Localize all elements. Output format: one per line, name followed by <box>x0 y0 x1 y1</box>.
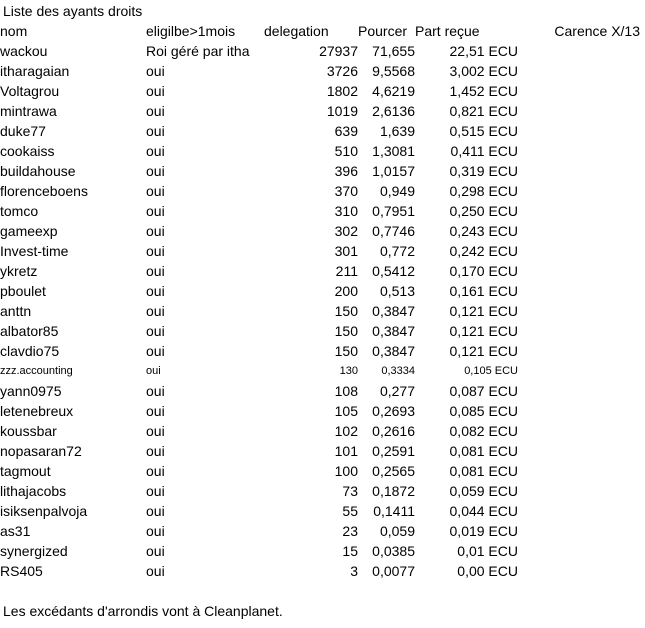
cell-carence[interactable] <box>518 341 640 361</box>
cell-delegation[interactable]: 1019 <box>326 103 358 119</box>
cell-delegation[interactable]: 130 <box>339 365 358 377</box>
cell-eligible[interactable]: oui <box>146 503 165 519</box>
cell-pourcentage[interactable]: 0,772 <box>379 243 415 259</box>
cell-part[interactable]: 0,044 ECU <box>449 503 518 519</box>
cell-part[interactable]: 0,105 ECU <box>464 365 518 377</box>
cell-nom[interactable]: yann0975 <box>0 383 62 399</box>
header-delegation[interactable]: delegation <box>264 23 329 39</box>
cell-eligible[interactable]: oui <box>146 243 165 259</box>
cell-nom[interactable]: mintrawa <box>0 103 57 119</box>
header-row <box>0 21 640 41</box>
table-body <box>0 41 640 581</box>
cell-nom[interactable]: ykretz <box>0 263 38 279</box>
cell-delegation[interactable]: 200 <box>334 283 358 299</box>
cell-carence[interactable] <box>518 361 640 381</box>
cell-eligible[interactable]: oui <box>146 303 165 319</box>
table-row <box>0 281 640 301</box>
cell-pourcentage[interactable]: 0,513 <box>379 283 415 299</box>
cell-eligible[interactable]: oui <box>146 423 165 439</box>
cell-delegation[interactable]: 27937 <box>319 43 358 59</box>
sheet-title: Liste des ayants droits <box>3 3 143 19</box>
table-row <box>0 321 640 341</box>
cell-carence[interactable] <box>518 541 640 561</box>
table-row <box>0 81 640 101</box>
cell-pourcentage[interactable]: 71,655 <box>372 43 415 59</box>
cell-carence[interactable] <box>518 181 640 201</box>
cell-pourcentage[interactable]: 0,7746 <box>372 223 415 239</box>
cell-pourcentage[interactable]: 1,639 <box>379 123 415 139</box>
cell-delegation[interactable]: 150 <box>334 303 358 319</box>
cell-carence[interactable] <box>518 501 640 521</box>
cell-eligible[interactable]: oui <box>146 223 165 239</box>
cell-nom[interactable]: anttn <box>0 303 32 319</box>
table-row <box>0 341 640 361</box>
cell-carence[interactable] <box>518 41 640 61</box>
table-row <box>0 201 640 221</box>
cell-eligible[interactable]: oui <box>146 143 165 159</box>
cell-pourcentage[interactable]: 0,5412 <box>372 263 415 279</box>
cell-nom[interactable]: clavdio75 <box>0 343 60 359</box>
beneficiaries-table <box>0 21 640 581</box>
cell-carence[interactable] <box>518 81 640 101</box>
cell-delegation[interactable]: 302 <box>334 223 358 239</box>
table-row <box>0 461 640 481</box>
cell-delegation[interactable]: 639 <box>334 123 358 139</box>
cell-delegation[interactable]: 3 <box>350 563 358 579</box>
cell-eligible[interactable]: oui <box>146 83 165 99</box>
table-row <box>0 241 640 261</box>
cell-part[interactable]: 0,121 ECU <box>449 343 518 359</box>
cell-part[interactable]: 0,082 ECU <box>449 423 518 439</box>
cell-nom[interactable]: synergized <box>0 543 68 559</box>
cell-delegation[interactable]: 301 <box>334 243 358 259</box>
cell-pourcentage[interactable]: 0,0077 <box>372 563 415 579</box>
cell-pourcentage[interactable]: 0,3847 <box>372 343 415 359</box>
cell-eligible[interactable]: oui <box>146 365 161 377</box>
cell-eligible[interactable]: oui <box>146 483 165 499</box>
cell-nom[interactable]: tagmout <box>0 463 51 479</box>
cell-carence[interactable] <box>518 241 640 261</box>
cell-pourcentage[interactable]: 0,277 <box>379 383 415 399</box>
cell-eligible[interactable]: oui <box>146 403 165 419</box>
cell-carence[interactable] <box>518 221 640 241</box>
cell-part[interactable]: 0,121 ECU <box>449 303 518 319</box>
cell-delegation[interactable]: 15 <box>342 543 358 559</box>
cell-eligible[interactable]: oui <box>146 523 165 539</box>
table-row <box>0 221 640 241</box>
table-row <box>0 301 640 321</box>
cell-carence[interactable] <box>518 481 640 501</box>
cell-carence[interactable] <box>518 201 640 221</box>
cell-part[interactable]: 0,01 ECU <box>457 543 518 559</box>
cell-nom[interactable]: lithajacobs <box>0 483 67 499</box>
cell-part[interactable]: 1,452 ECU <box>449 83 518 99</box>
cell-delegation[interactable]: 100 <box>334 463 358 479</box>
cell-delegation[interactable]: 101 <box>334 443 358 459</box>
cell-delegation[interactable]: 55 <box>342 503 358 519</box>
table-row <box>0 261 640 281</box>
cell-pourcentage[interactable]: 1,3081 <box>372 143 415 159</box>
cell-nom[interactable]: tomco <box>0 203 39 219</box>
cell-carence[interactable] <box>518 301 640 321</box>
cell-nom[interactable]: nopasaran72 <box>0 443 82 459</box>
cell-pourcentage[interactable]: 0,7951 <box>372 203 415 219</box>
cell-eligible[interactable]: oui <box>146 63 165 79</box>
table-row <box>0 481 640 501</box>
cell-nom[interactable]: wackou <box>0 43 48 59</box>
cell-nom[interactable]: gameexp <box>0 223 58 239</box>
header-part[interactable]: Part reçue <box>415 23 480 39</box>
cell-nom[interactable]: RS405 <box>0 563 43 579</box>
cell-part[interactable]: 3,002 ECU <box>449 63 518 79</box>
cell-part[interactable]: 0,821 ECU <box>449 103 518 119</box>
cell-carence[interactable] <box>518 321 640 341</box>
cell-carence[interactable] <box>518 261 640 281</box>
cell-eligible[interactable]: oui <box>146 463 165 479</box>
header-pourcentage[interactable]: Pourcer <box>358 23 408 39</box>
cell-pourcentage[interactable]: 0,3334 <box>381 365 415 377</box>
cell-eligible[interactable]: oui <box>146 343 165 359</box>
cell-pourcentage[interactable]: 0,3847 <box>372 303 415 319</box>
cell-eligible[interactable]: oui <box>146 183 165 199</box>
cell-carence[interactable] <box>518 441 640 461</box>
cell-delegation[interactable]: 150 <box>334 323 358 339</box>
cell-delegation[interactable]: 1802 <box>326 83 358 99</box>
cell-eligible[interactable]: Roi géré par itha <box>146 43 250 59</box>
cell-delegation[interactable]: 310 <box>334 203 358 219</box>
cell-carence[interactable] <box>518 121 640 141</box>
cell-part[interactable]: 0,243 ECU <box>449 223 518 239</box>
cell-nom[interactable]: zzz.accounting <box>0 365 73 377</box>
cell-eligible[interactable]: oui <box>146 163 165 179</box>
cell-delegation[interactable]: 396 <box>334 163 358 179</box>
cell-part[interactable]: 0,319 ECU <box>449 163 518 179</box>
cell-part[interactable]: 0,087 ECU <box>449 383 518 399</box>
cell-delegation[interactable]: 150 <box>334 343 358 359</box>
cell-nom[interactable]: cookaiss <box>0 143 55 159</box>
cell-nom[interactable]: pboulet <box>0 283 46 299</box>
cell-eligible[interactable]: oui <box>146 563 165 579</box>
cell-part[interactable]: 0,121 ECU <box>449 323 518 339</box>
cell-part[interactable]: 0,161 ECU <box>449 283 518 299</box>
cell-eligible[interactable]: oui <box>146 543 165 559</box>
cell-carence[interactable] <box>518 281 640 301</box>
cell-delegation[interactable]: 510 <box>334 143 358 159</box>
cell-eligible[interactable]: oui <box>146 283 165 299</box>
cell-eligible[interactable]: oui <box>146 263 165 279</box>
cell-part[interactable]: 0,515 ECU <box>449 123 518 139</box>
cell-pourcentage[interactable]: 0,2591 <box>372 443 415 459</box>
cell-nom[interactable]: buildahouse <box>0 163 76 179</box>
cell-carence[interactable] <box>518 521 640 541</box>
cell-pourcentage[interactable]: 0,1411 <box>373 503 415 519</box>
cell-part[interactable]: 0,081 ECU <box>449 463 518 479</box>
cell-carence[interactable] <box>518 421 640 441</box>
cell-part[interactable]: 0,242 ECU <box>449 243 518 259</box>
cell-pourcentage[interactable]: 2,6136 <box>372 103 415 119</box>
cell-pourcentage[interactable]: 0,2616 <box>372 423 415 439</box>
table-row <box>0 501 640 521</box>
cell-delegation[interactable]: 105 <box>334 403 358 419</box>
cell-carence[interactable] <box>518 61 640 81</box>
cell-nom[interactable]: isiksenpalvoja <box>0 503 88 519</box>
table-row <box>0 441 640 461</box>
table-row <box>0 421 640 441</box>
cell-carence[interactable] <box>518 561 640 581</box>
cell-delegation[interactable]: 3726 <box>326 63 358 79</box>
table-row <box>0 61 640 81</box>
cell-delegation[interactable]: 370 <box>334 183 358 199</box>
cell-nom[interactable]: Voltagrou <box>0 83 60 99</box>
cell-part[interactable]: 0,170 ECU <box>449 263 518 279</box>
cell-eligible[interactable]: oui <box>146 203 165 219</box>
header-eligible[interactable]: eligilbe>1mois <box>146 23 236 39</box>
cell-nom[interactable]: duke77 <box>0 123 46 139</box>
cell-eligible[interactable]: oui <box>146 443 165 459</box>
cell-pourcentage[interactable]: 0,059 <box>379 523 415 539</box>
cell-pourcentage[interactable]: 1,0157 <box>372 163 415 179</box>
cell-part[interactable]: 0,411 ECU <box>450 143 518 159</box>
table-row <box>0 141 640 161</box>
cell-part[interactable]: 22,51 ECU <box>449 43 518 59</box>
cell-part[interactable]: 0,059 ECU <box>449 483 518 499</box>
header-nom[interactable]: nom <box>0 23 28 39</box>
cell-carence[interactable] <box>518 401 640 421</box>
cell-delegation[interactable]: 102 <box>334 423 358 439</box>
cell-pourcentage[interactable]: 0,0385 <box>372 543 415 559</box>
cell-delegation[interactable]: 73 <box>342 483 358 499</box>
cell-nom[interactable]: itharagaian <box>0 63 70 79</box>
table-row <box>0 561 640 581</box>
cell-part[interactable]: 0,250 ECU <box>449 203 518 219</box>
cell-pourcentage[interactable]: 4,6219 <box>372 83 415 99</box>
table-row <box>0 161 640 181</box>
cell-nom[interactable]: letenebreux <box>0 403 74 419</box>
cell-nom[interactable]: koussbar <box>0 423 57 439</box>
cell-part[interactable]: 0,081 ECU <box>449 443 518 459</box>
table-row <box>0 521 640 541</box>
cell-part[interactable]: 0,085 ECU <box>449 403 518 419</box>
footnote: Les excédants d'arrondis vont à Cleanplanet. <box>3 603 283 619</box>
header-carence[interactable]: Carence X/13 <box>554 23 640 39</box>
cell-nom[interactable]: albator85 <box>0 323 59 339</box>
cell-pourcentage[interactable]: 0,949 <box>379 183 415 199</box>
cell-pourcentage[interactable]: 0,2565 <box>372 463 415 479</box>
cell-delegation[interactable]: 211 <box>335 263 358 279</box>
table-row <box>0 361 640 381</box>
cell-part[interactable]: 0,298 ECU <box>449 183 518 199</box>
cell-pourcentage[interactable]: 0,2693 <box>372 403 415 419</box>
cell-delegation[interactable]: 108 <box>334 383 358 399</box>
cell-part[interactable]: 0,00 ECU <box>457 563 518 579</box>
cell-carence[interactable] <box>518 101 640 121</box>
table-row <box>0 381 640 401</box>
cell-eligible[interactable]: oui <box>146 323 165 339</box>
table-row <box>0 401 640 421</box>
cell-carence[interactable] <box>518 381 640 401</box>
cell-part[interactable]: 0,019 ECU <box>449 523 518 539</box>
cell-eligible[interactable]: oui <box>146 123 165 139</box>
cell-pourcentage[interactable]: 0,1872 <box>372 483 415 499</box>
cell-nom[interactable]: as31 <box>0 523 31 539</box>
table-row <box>0 101 640 121</box>
table-row <box>0 541 640 561</box>
table-row <box>0 41 640 61</box>
table-row <box>0 181 640 201</box>
cell-eligible[interactable]: oui <box>146 383 165 399</box>
cell-nom[interactable]: florenceboens <box>0 183 88 199</box>
cell-eligible[interactable]: oui <box>146 103 165 119</box>
cell-nom[interactable]: Invest-time <box>0 243 69 259</box>
table-row <box>0 121 640 141</box>
cell-carence[interactable] <box>518 141 640 161</box>
cell-pourcentage[interactable]: 9,5568 <box>372 63 415 79</box>
cell-carence[interactable] <box>518 461 640 481</box>
cell-carence[interactable] <box>518 161 640 181</box>
cell-delegation[interactable]: 23 <box>342 523 358 539</box>
cell-pourcentage[interactable]: 0,3847 <box>372 323 415 339</box>
